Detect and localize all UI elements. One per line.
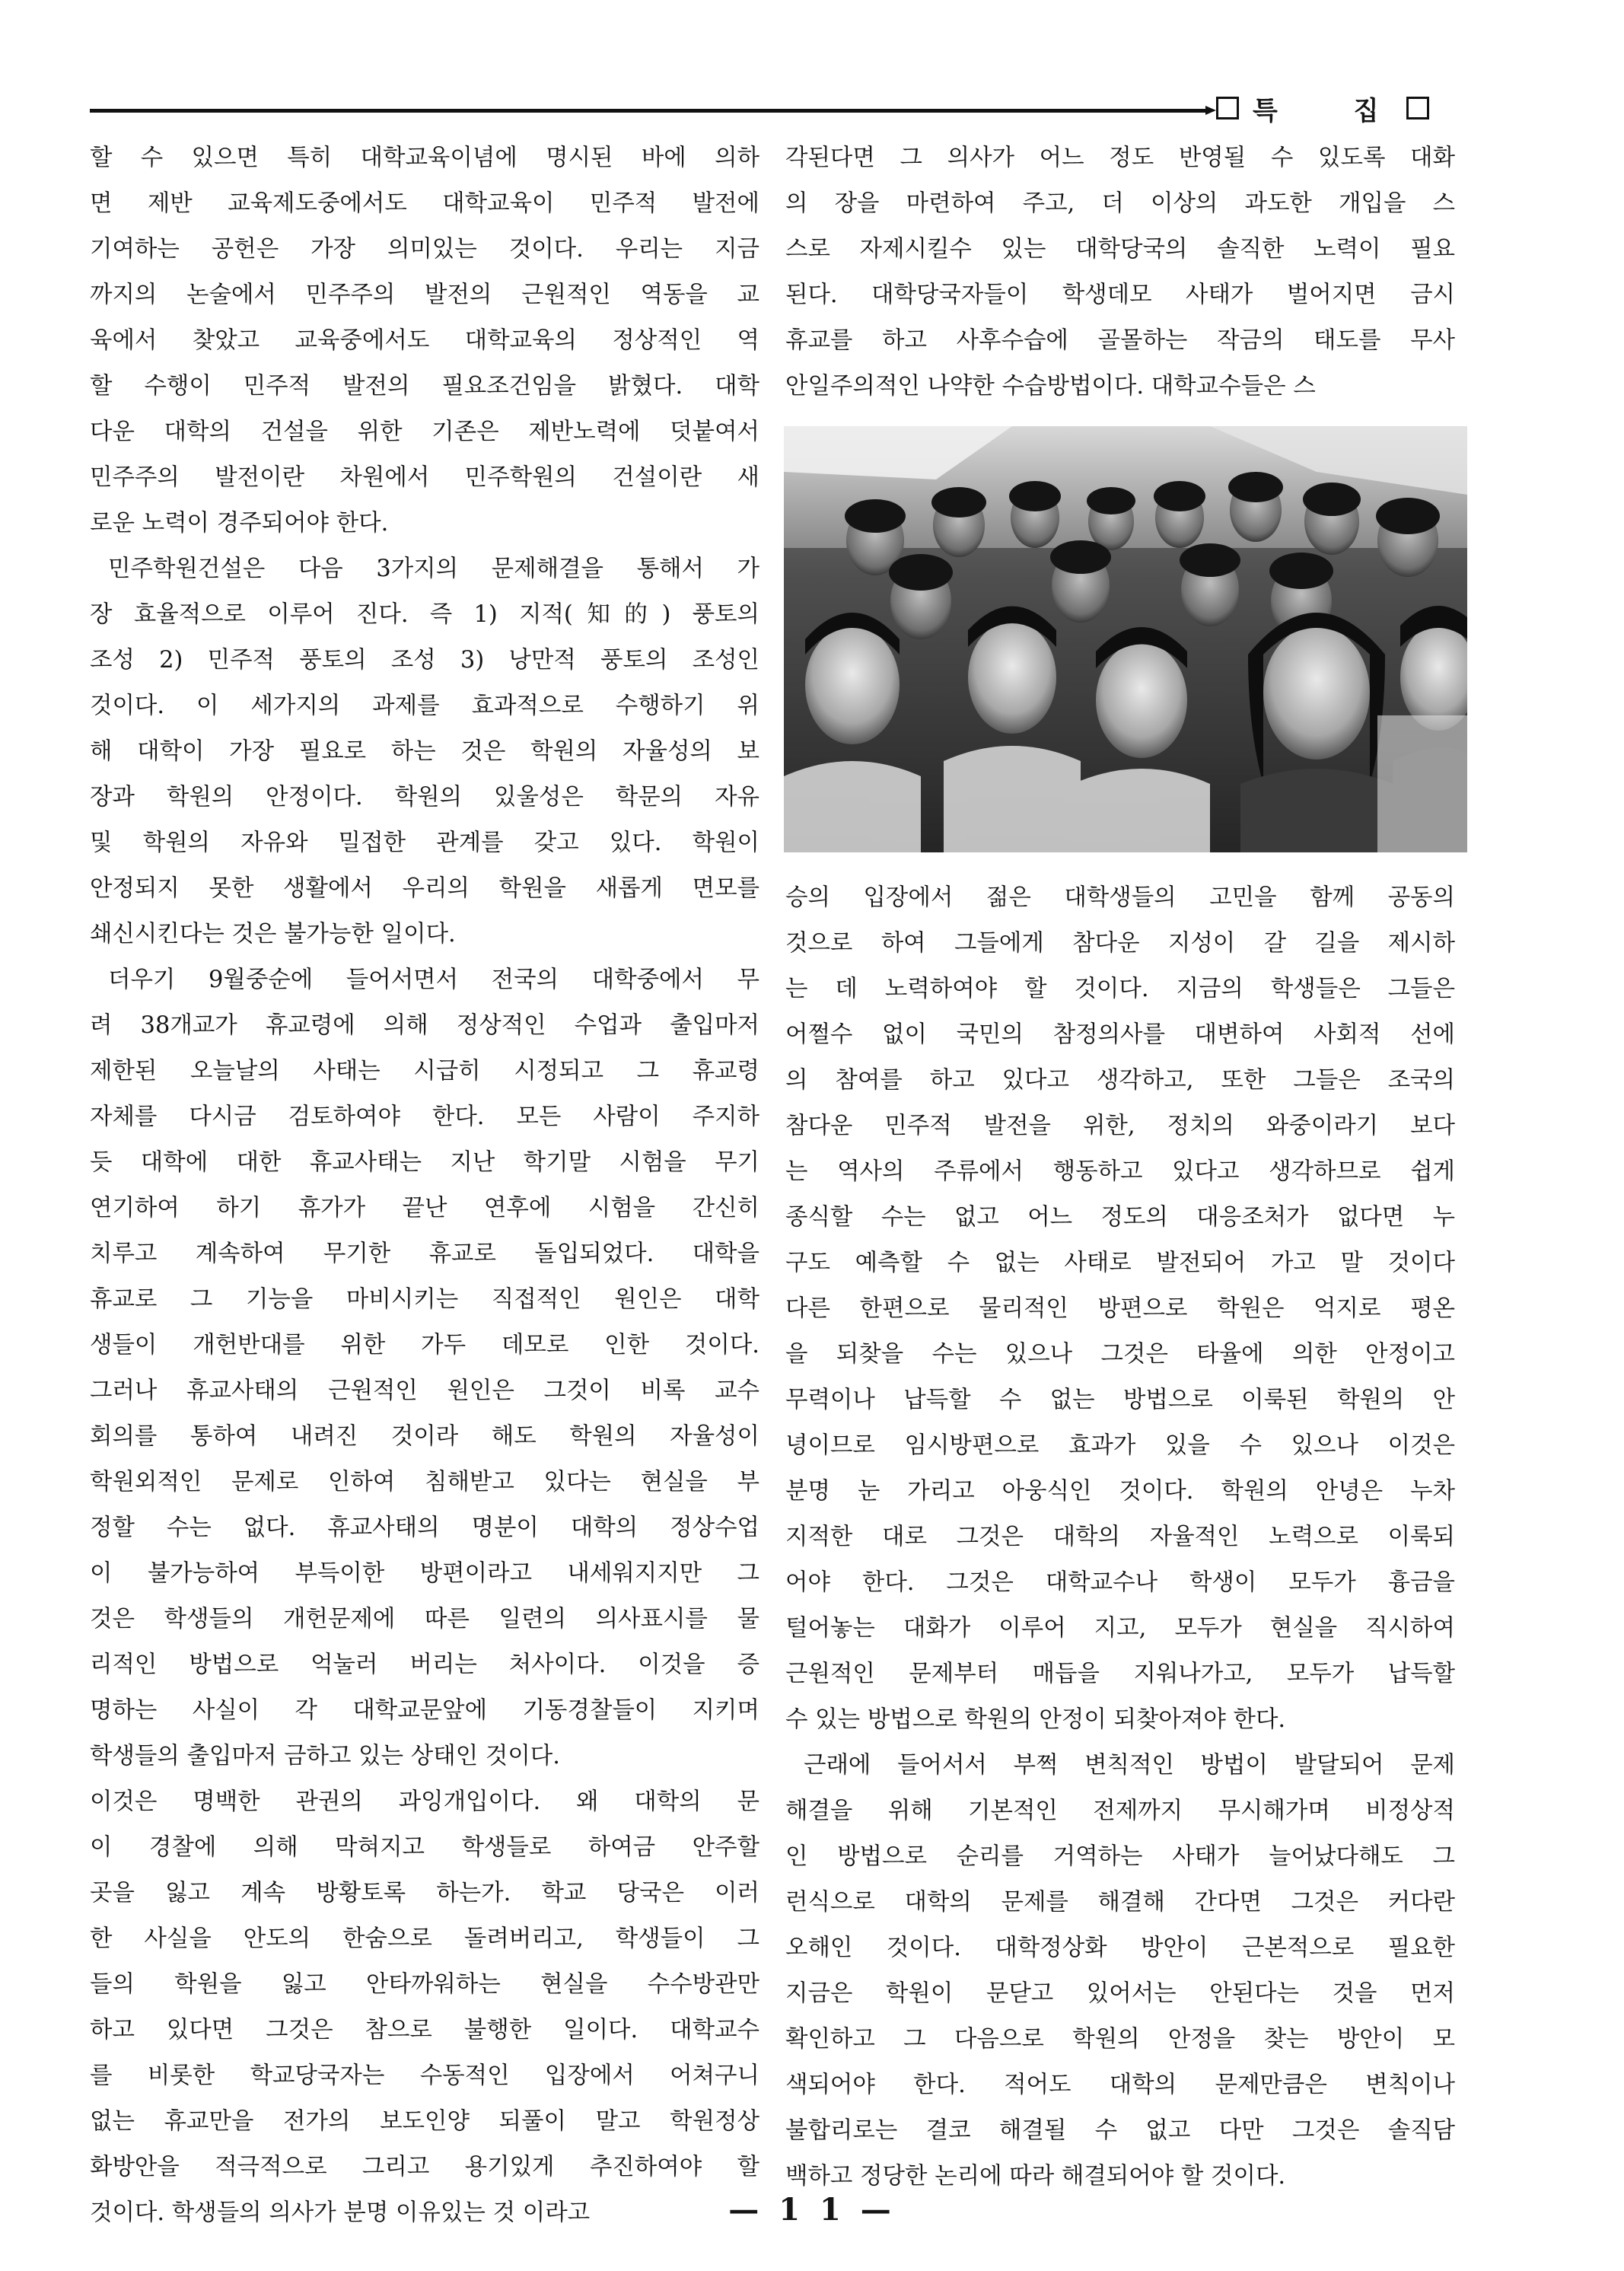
- square-bracket-right-icon: [1406, 97, 1429, 119]
- text-line: 장과 학원의 안정이다. 학원의 있울성은 학문의 자유: [90, 784, 759, 811]
- text-line: 오해인 것이다. 대학정상화 방안이 근본적으로 필요한: [785, 1935, 1455, 1961]
- text-line: 승의 입장에서 젊은 대학생들의 고민을 함께 공동의: [785, 884, 1455, 911]
- text-line: 학원외적인 문제로 인하여 침해받고 있다는 현실을 부: [90, 1469, 759, 1495]
- text-line: 것이다. 학생들의 의사가 분명 이유있는 것 이라고: [90, 2199, 591, 2226]
- text-line: 녕이므로 임시방편으로 효과가 있을 수 있으나 이것은: [785, 1432, 1455, 1459]
- text-line: 참다운 민주적 발전을 위한, 정치의 와중이라기 보다: [785, 1113, 1455, 1139]
- text-line: 하고 있다면 그것은 참으로 불행한 일이다. 대학교수: [90, 2017, 759, 2043]
- right-column-top: [785, 135, 1455, 409]
- text-line: 된다. 대학당국자들이 학생데모 사태가 벌어지면 금시: [785, 282, 1455, 308]
- text-line: 털어놓는 대화가 이루어 지고, 모두가 현실을 직시하여: [785, 1615, 1455, 1642]
- text-line: 백하고 정당한 논리에 따라 해결되어야 할 것이다.: [785, 2163, 1286, 2190]
- text-line: 이것은 명백한 관권의 과잉개입이다. 왜 대학의 문: [90, 1788, 759, 1815]
- text-line: 들의 학원을 잃고 안타까워하는 현실을 수수방관만: [90, 1971, 759, 1998]
- text-line: 런식으로 대학의 문제를 해결해 간다면 그것은 커다란: [785, 1889, 1455, 1916]
- text-line: 의 장을 마련하여 주고, 더 이상의 과도한 개입을 스: [785, 190, 1455, 217]
- text-line: 육에서 찾았고 교육중에서도 대학교육의 정상적인 역: [90, 327, 759, 354]
- text-line: 를 비롯한 학교당국자는 수동적인 입장에서 어쳐구니: [90, 2062, 759, 2089]
- text-line: 다운 대학의 건설을 위한 기존은 제반노력에 덧붙여서: [90, 419, 759, 445]
- text-line: 인 방법으로 순리를 거역하는 사태가 늘어났다해도 그: [785, 1843, 1455, 1870]
- text-line: 장 효율적으로 이루어 진다. 즉 1) 지적(知的) 풍토의: [90, 601, 759, 628]
- section-label: [1216, 91, 1429, 125]
- text-line: 곳을 잃고 계속 방황토록 하는가. 학교 당국은 이러: [90, 1880, 759, 1906]
- text-line: 확인하고 그 다음으로 학원의 안정을 찾는 방안이 모: [785, 2026, 1455, 2053]
- text-line: 화방안을 적극적으로 그리고 용기있게 추진하여야 할: [90, 2154, 759, 2180]
- text-line: 이 경찰에 의해 막혀지고 학생들로 하여금 안주할: [90, 1834, 759, 1861]
- text-line: 생들이 개헌반대를 위한 가두 데모로 인한 것이다.: [90, 1332, 759, 1358]
- text-line: 각된다면 그 의사가 어느 정도 반영될 수 있도록 대화: [785, 145, 1455, 171]
- text-line: 회의를 통하여 내려진 것이라 해도 학원의 자율성이: [90, 1423, 759, 1450]
- text-line: 것은 학생들의 개헌문제에 따른 일련의 의사표시를 물: [90, 1606, 759, 1632]
- text-line: 어야 한다. 그것은 대학교수나 학생이 모두가 흉금을: [785, 1569, 1455, 1596]
- text-line: 것으로 하여 그들에게 참다운 지성이 갈 길을 제시하: [785, 930, 1455, 957]
- text-line: 무력이나 납득할 수 없는 방법으로 이룩된 학원의 안: [785, 1387, 1455, 1413]
- text-line: 자체를 다시금 검토하여야 한다. 모든 사람이 주지하: [90, 1104, 759, 1130]
- text-line: 구도 예측할 수 없는 사태로 발전되어 가고 말 것이다: [785, 1250, 1455, 1276]
- text-line: 할 수행이 민주적 발전의 필요조건임을 밝혔다. 대학: [90, 373, 759, 400]
- text-line: 더우기 9월중순에 들어서면서 전국의 대학중에서 무: [108, 967, 759, 993]
- text-line: 리적인 방법으로 억눌러 버리는 처사이다. 이것을 증: [90, 1651, 759, 1678]
- text-line: 안정되지 못한 생활에서 우리의 학원을 새롭게 면모를: [90, 875, 759, 902]
- text-line: 제한된 오늘날의 사태는 시급히 시정되고 그 휴교령: [90, 1058, 759, 1085]
- text-line: 기여하는 공헌은 가장 의미있는 것이다. 우리는 지금: [90, 236, 759, 263]
- text-line: 명하는 사실이 각 대학교문앞에 기동경찰들이 지키며: [90, 1697, 759, 1724]
- text-line: 는 역사의 주류에서 행동하고 있다고 생각하므로 쉽게: [785, 1158, 1455, 1185]
- text-line: 색되어야 한다. 적어도 대학의 문제만큼은 변칙이나: [785, 2072, 1455, 2098]
- text-line: 종식할 수는 없고 어느 정도의 대응조처가 없다면 누: [785, 1204, 1455, 1231]
- text-line: 그러나 휴교사태의 근원적인 원인은 그것이 비록 교수: [90, 1378, 759, 1404]
- text-line: 스로 자제시킬수 있는 대학당국의 솔직한 노력이 필요: [785, 236, 1455, 263]
- text-line: 및 학원의 자유와 밀접한 관계를 갖고 있다. 학원이: [90, 830, 759, 856]
- left-column: [90, 135, 759, 2236]
- page-number: — 1 1 —: [728, 2192, 896, 2228]
- square-bracket-left-icon: [1216, 97, 1239, 119]
- text-line: 조성 2) 민주적 풍토의 조성 3) 낭만적 풍토의 조성인: [90, 647, 759, 674]
- text-line: 분명 눈 가리고 아웅식인 것이다. 학원의 안녕은 누차: [785, 1478, 1455, 1505]
- text-line: 치루고 계속하여 무기한 휴교로 돌입되었다. 대학을: [90, 1241, 759, 1267]
- text-line: 안일주의적인 나약한 수습방법이다. 대학교수들은 스: [785, 373, 1316, 400]
- text-line: 민주주의 발전이란 차원에서 민주학원의 건설이란 새: [90, 464, 759, 491]
- text-line: 근원적인 문제부터 매듭을 지워나가고, 모두가 납득할: [785, 1661, 1455, 1687]
- text-line: 연기하여 하기 휴가가 끝난 연후에 시험을 간신히: [90, 1195, 759, 1221]
- text-line: 어쩔수 없이 국민의 참정의사를 대변하여 사회적 선에: [785, 1021, 1455, 1048]
- text-line: 해결을 위해 기본적인 전제까지 무시해가며 비정상적: [785, 1798, 1455, 1824]
- header-rule: [90, 109, 1207, 113]
- text-line: 한 사실을 안도의 한숨으로 돌려버리고, 학생들이 그: [90, 1925, 759, 1952]
- text-line: 면 제반 교육제도중에서도 대학교육이 민주적 발전에: [90, 190, 759, 217]
- text-line: 쇄신시킨다는 것은 불가능한 일이다.: [90, 921, 456, 948]
- text-line: 불합리로는 결코 해결될 수 없고 다만 그것은 솔직담: [785, 2117, 1455, 2144]
- text-line: 근래에 들어서서 부쩍 변칙적인 방법이 발달되어 문제: [804, 1752, 1455, 1779]
- text-line: 지적한 대로 그것은 대학의 자율적인 노력으로 이룩되: [785, 1524, 1455, 1550]
- crowd-photo-icon: [784, 426, 1467, 852]
- text-line: 로운 노력이 경주되어야 한다.: [90, 510, 389, 537]
- text-line: 는 데 노력하여야 할 것이다. 지금의 학생들은 그들은: [785, 976, 1455, 1002]
- text-line: 휴교를 하고 사후수습에 골몰하는 작금의 태도를 무사: [785, 327, 1455, 354]
- text-line: 것이다. 이 세가지의 과제를 효과적으로 수행하기 위: [90, 693, 759, 719]
- text-line: 휴교로 그 기능을 마비시키는 직접적인 원인은 대학: [90, 1286, 759, 1313]
- text-line: 정할 수는 없다. 휴교사태의 명분이 대학의 정상수업: [90, 1515, 759, 1541]
- text-line: 지금은 학원이 문닫고 있어서는 안된다는 것을 먼저: [785, 1980, 1455, 2007]
- text-line: 할 수 있으면 특히 대학교육이념에 명시된 바에 의하: [90, 145, 759, 171]
- text-line: 이 불가능하여 부득이한 방편이라고 내세워지지만 그: [90, 1560, 759, 1587]
- text-line: 을 되찾을 수는 있으나 그것은 타율에 의한 안정이고: [785, 1341, 1455, 1368]
- right-column-bottom: [785, 875, 1455, 2199]
- text-line: 듯 대학에 대한 휴교사태는 지난 학기말 시험을 무기: [90, 1149, 759, 1176]
- text-line: 려 38개교가 휴교령에 의해 정상적인 수업과 출입마저: [90, 1012, 759, 1039]
- text-line: 까지의 논술에서 민주주의 발전의 근원적인 역동을 교: [90, 282, 759, 308]
- text-line: 학생들의 출입마저 금하고 있는 상태인 것이다.: [90, 1743, 560, 1769]
- text-line: 다른 한편으로 물리적인 방편으로 학원은 억지로 평온: [785, 1295, 1455, 1322]
- text-line: 해 대학이 가장 필요로 하는 것은 학원의 자율성의 보: [90, 738, 759, 765]
- text-line: 없는 휴교만을 전가의 보도인양 되풀이 말고 학원정상: [90, 2108, 759, 2135]
- crowd-photo: [784, 426, 1467, 852]
- text-line: 의 참여를 하고 있다고 생각하고, 또한 그들은 조국의: [785, 1067, 1455, 1094]
- section-label-text: 특 집: [1253, 95, 1412, 126]
- text-line: 민주학원건설은 다음 3가지의 문제해결을 통해서 가: [108, 556, 759, 582]
- text-line: 수 있는 방법으로 학원의 안정이 되찾아져야 한다.: [785, 1706, 1286, 1733]
